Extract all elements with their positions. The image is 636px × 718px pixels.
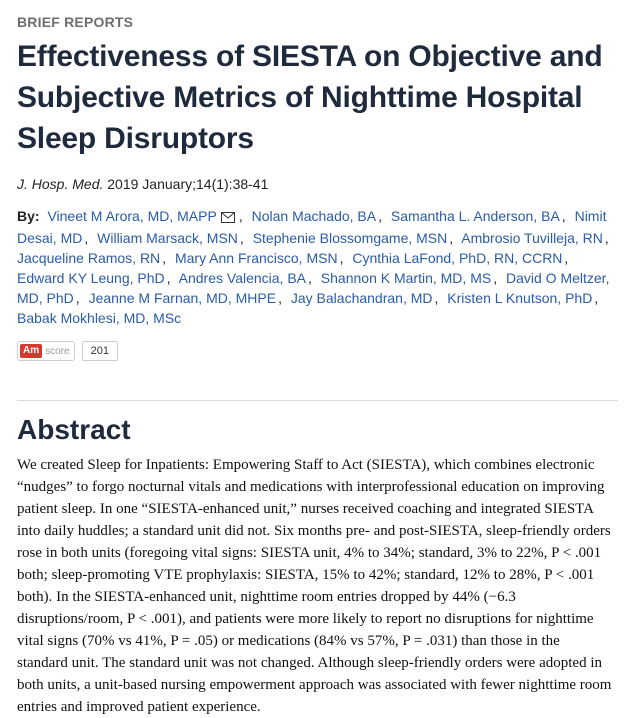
author-link[interactable]: Andres Valencia, BA (178, 270, 307, 286)
altmetric-widget[interactable] (17, 340, 618, 362)
separator: , (434, 290, 439, 306)
separator: , (75, 290, 80, 306)
section-divider (17, 400, 618, 401)
author-link[interactable]: William Marsack, MSN (97, 230, 238, 246)
author-link[interactable]: Vineet M Arora, MD, MAPP (47, 208, 217, 224)
citation-details: 2019 January;14(1):38-41 (103, 176, 269, 192)
author-link[interactable]: Ambrosio Tuvilleja, RN (461, 230, 603, 246)
separator: , (604, 230, 609, 246)
separator: , (561, 208, 566, 224)
author-link[interactable]: Kristen L Knutson, PhD (447, 290, 593, 306)
abstract-heading: Abstract (17, 414, 131, 445)
separator: , (493, 270, 498, 286)
article-title: Effectiveness of SIESTA on Objective and Subjective Metrics of Nighttime Hospital Sleep Disruptors (17, 40, 603, 155)
author-link[interactable]: Cynthia LaFond, PhD, RN, CCRN (352, 250, 563, 266)
author-link[interactable]: Stephenie Blossomgame, MSN (252, 230, 448, 246)
citation (17, 176, 618, 192)
altmetric-label: score (45, 345, 70, 357)
separator: , (594, 290, 599, 306)
separator: , (84, 230, 89, 246)
altmetric-logo: Am (20, 344, 42, 358)
author-link[interactable]: Babak Mokhlesi, MD, MSc (17, 310, 182, 326)
separator: , (564, 250, 569, 266)
separator: , (239, 230, 244, 246)
author-link[interactable]: Nimit Desai, MD (17, 208, 607, 246)
author-link[interactable]: Jeanne M Farnan, MD, MHPE (88, 290, 277, 306)
author-link[interactable]: Edward KY Leung, PhD (17, 270, 165, 286)
separator: , (449, 230, 454, 246)
separator: , (378, 208, 383, 224)
author-link[interactable]: Jay Balachandran, MD (290, 290, 433, 306)
author-list (17, 206, 618, 328)
separator: , (339, 250, 344, 266)
separator: , (166, 270, 171, 286)
author-link[interactable]: Mary Ann Francisco, MSN (174, 250, 338, 266)
author-link[interactable]: Shannon K Martin, MD, MS (320, 270, 492, 286)
separator: , (278, 290, 282, 306)
separator: , (238, 208, 243, 224)
abstract-text: We created Sleep for Inpatients: Empowering Staff to Act (SIESTA), which combines electronic “nudges” to forgo nocturnal vitals and medications with interprofessional education on improving patient sleep. In one “SIESTA-enhanced unit,” nurses received coaching and integrated SIESTA into daily huddles; a standard unit did not. Six months pre- and post-SIESTA, sleep-friendly orders rose in both units (foregoing vital signs: SIESTA unit, 4% to 34%; standard, 3% to 22%, P < .001 both; sleep-promoting VTE prophylaxis: SIESTA, 15% to 42%; standard, 12% to 28%, P < .001 both). In the SIESTA-enhanced unit, nighttime room entries dropped by 44% (−6.3 disruptions/room, P < .001), and patients were more likely to report no disruptions for nighttime vital signs (70% vs 41%, P = .05) or medications (84% vs 57%, P = .031) than those in the standard unit. The standard unit was not changed. Although sleep-friendly orders were adopted in both units, a unit-based nursing empowerment approach was associated with fewer nighttime room entries and improved patient experience. (17, 457, 612, 715)
section-label[interactable]: BRIEF REPORTS (17, 14, 134, 30)
separator: , (308, 270, 312, 286)
author-link[interactable]: David O Meltzer, MD, PhD (17, 270, 610, 306)
author-link[interactable]: Samantha L. Anderson, BA (390, 208, 560, 224)
journal-name: J. Hosp. Med. (17, 176, 104, 192)
email-icon[interactable] (221, 208, 235, 228)
separator: , (162, 250, 167, 266)
altmetric-badge[interactable] (17, 341, 75, 361)
byline-label: By: (17, 208, 40, 224)
altmetric-score[interactable]: 201 (82, 341, 118, 361)
author-link[interactable]: Nolan Machado, BA (251, 208, 377, 224)
author-link[interactable]: Jacqueline Ramos, RN (17, 250, 161, 266)
